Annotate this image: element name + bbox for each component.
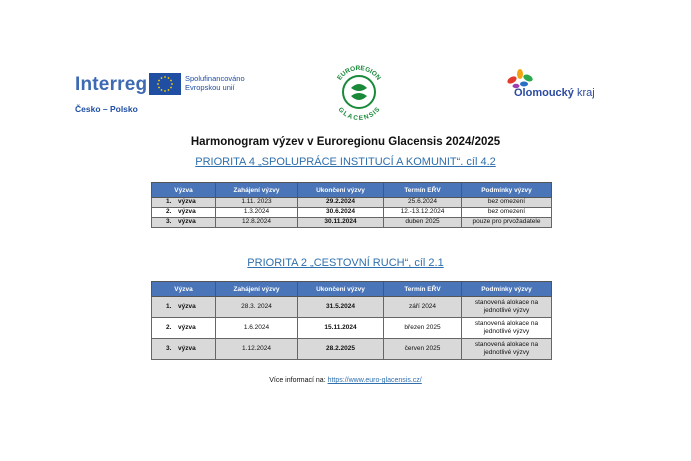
footer-label: Více informací na: [269, 377, 328, 384]
cell-end: 30.11.2024 [298, 218, 384, 228]
header-conditions: Podmínky výzvy [462, 282, 552, 297]
cell-erv: červen 2025 [384, 339, 462, 360]
cell-erv: březen 2025 [384, 318, 462, 339]
cell-end: 15.11.2024 [298, 318, 384, 339]
cell-erv: 25.6.2024 [384, 198, 462, 208]
table-header-row [152, 183, 552, 198]
olomoucky-kraj-logo [490, 68, 595, 104]
table-row [152, 208, 552, 218]
cell-end: 29.2.2024 [298, 198, 384, 208]
cell-vyzva: 3. výzva [152, 339, 216, 360]
table-row [152, 318, 552, 339]
cell-vyzva: 2. výzva [152, 208, 216, 218]
cell-end: 31.5.2024 [298, 297, 384, 318]
logo-bar [0, 0, 691, 130]
header-end: Ukončení výzvy [298, 183, 384, 198]
cell-start: 1.6.2024 [216, 318, 298, 339]
table-row [152, 339, 552, 360]
table-priority-4 [151, 182, 552, 228]
header-conditions: Podmínky výzvy [462, 183, 552, 198]
table-header-row [152, 282, 552, 297]
header-vyzva: Výzva [152, 183, 216, 198]
cell-vyzva: 3. výzva [152, 218, 216, 228]
table-row [152, 218, 552, 228]
cell-start: 1.11. 2023 [216, 198, 298, 208]
cell-conditions: bez omezení [462, 198, 552, 208]
footer-link[interactable]: https://www.euro-glacensis.cz/ [327, 377, 422, 384]
cell-end: 30.6.2024 [298, 208, 384, 218]
svg-text:EUROREGION: EUROREGION [336, 64, 382, 82]
section-heading-priority-4: PRIORITA 4 „SPOLUPRÁCE INSTITUCÍ A KOMUNIT“. cíl 4.2 [195, 156, 496, 168]
cell-vyzva: 2. výzva [152, 318, 216, 339]
header-start: Zahájení výzvy [216, 282, 298, 297]
footer-info [0, 377, 691, 384]
cell-vyzva: 1. výzva [152, 198, 216, 208]
svg-text:GLACENSIS: GLACENSIS [336, 106, 382, 123]
country-line: Česko – Polsko [75, 104, 138, 114]
olomoucky-bold: Olomoucký [514, 87, 574, 99]
page-title: Harmonogram výzev v Euroregionu Glacensis 2024/2025 [190, 136, 501, 148]
cell-erv: 12.-13.12.2024 [384, 208, 462, 218]
cell-start: 28.3. 2024 [216, 297, 298, 318]
cell-erv: září 2024 [384, 297, 462, 318]
cell-conditions: pouze pro prvožadatele [462, 218, 552, 228]
cell-vyzva: 1. výzva [152, 297, 216, 318]
cell-erv: duben 2025 [384, 218, 462, 228]
header-start: Zahájení výzvy [216, 183, 298, 198]
header-erv: Termín EŘV [384, 183, 462, 198]
cell-start: 1.3.2024 [216, 208, 298, 218]
table-priority-2 [151, 281, 552, 360]
cell-conditions: stanovená alokace na jednotlivé výzvy [462, 297, 552, 318]
cell-conditions: bez omezení [462, 208, 552, 218]
cell-conditions: stanovená alokace na jednotlivé výzvy [462, 339, 552, 360]
table-row [152, 198, 552, 208]
euroregion-glacensis-logo [325, 58, 393, 124]
table-row [152, 297, 552, 318]
section-heading-priority-2: PRIORITA 2 „CESTOVNÍ RUCH“, cíl 2.1 [247, 257, 444, 269]
cell-start: 1.12.2024 [216, 339, 298, 360]
header-vyzva: Výzva [152, 282, 216, 297]
eu-cofinanced-text: Spolufinancováno Evropskou unií [185, 74, 245, 92]
cell-start: 12.8.2024 [216, 218, 298, 228]
header-end: Ukončení výzvy [298, 282, 384, 297]
header-erv: Termín EŘV [384, 282, 462, 297]
olomoucky-rest: kraj [573, 87, 595, 99]
cell-conditions: stanovená alokace na jednotlivé výzvy [462, 318, 552, 339]
interreg-logo: Interreg [75, 74, 148, 95]
eu-flag-icon [149, 73, 181, 95]
cell-end: 28.2.2025 [298, 339, 384, 360]
